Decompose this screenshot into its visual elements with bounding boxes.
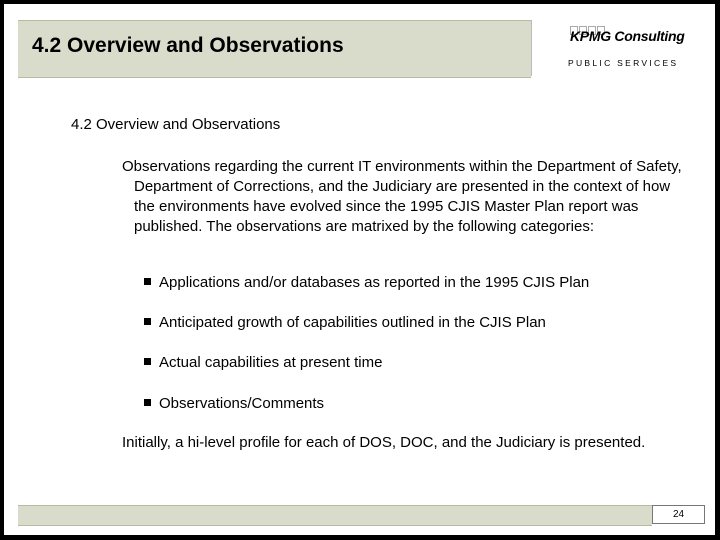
list-item <box>144 395 324 412</box>
list-item <box>144 274 589 291</box>
closing-paragraph: Initially, a hi-level profile for each of DOS, DOC, and the Judiciary is presented. <box>122 434 646 451</box>
list-item-text: Applications and/or databases as reported in the 1995 CJIS Plan <box>159 274 590 291</box>
bullet-square-icon <box>144 278 151 285</box>
page-number: 24 <box>652 505 705 524</box>
list-item <box>144 314 546 331</box>
company-logo: KPMG Consulting <box>570 28 685 44</box>
bullet-square-icon <box>144 358 151 365</box>
section-heading: 4.2 Overview and Observations <box>71 116 281 133</box>
logo-area <box>531 20 706 76</box>
intro-paragraph: Observations regarding the current IT environments within the Department of Safety, Department of Corrections, and the Judiciary are presented in the context of how the environments have evolved since the 1995 CJIS Master Plan report was published. The observations are matrixed by the following categories: <box>122 158 682 235</box>
list-item-text: Anticipated growth of capabilities outlined in the CJIS Plan <box>159 314 546 331</box>
list-item-text: Actual capabilities at present time <box>159 354 383 371</box>
bullet-square-icon <box>144 399 151 406</box>
list-item-text: Observations/Comments <box>159 395 325 412</box>
logo-subtitle: PUBLIC SERVICES <box>568 58 679 68</box>
list-item <box>144 354 382 371</box>
title-bar <box>18 20 531 78</box>
slide-title: 4.2 Overview and Observations <box>32 34 344 57</box>
footer-bar <box>18 505 652 526</box>
slide <box>4 4 715 535</box>
bullet-square-icon <box>144 318 151 325</box>
